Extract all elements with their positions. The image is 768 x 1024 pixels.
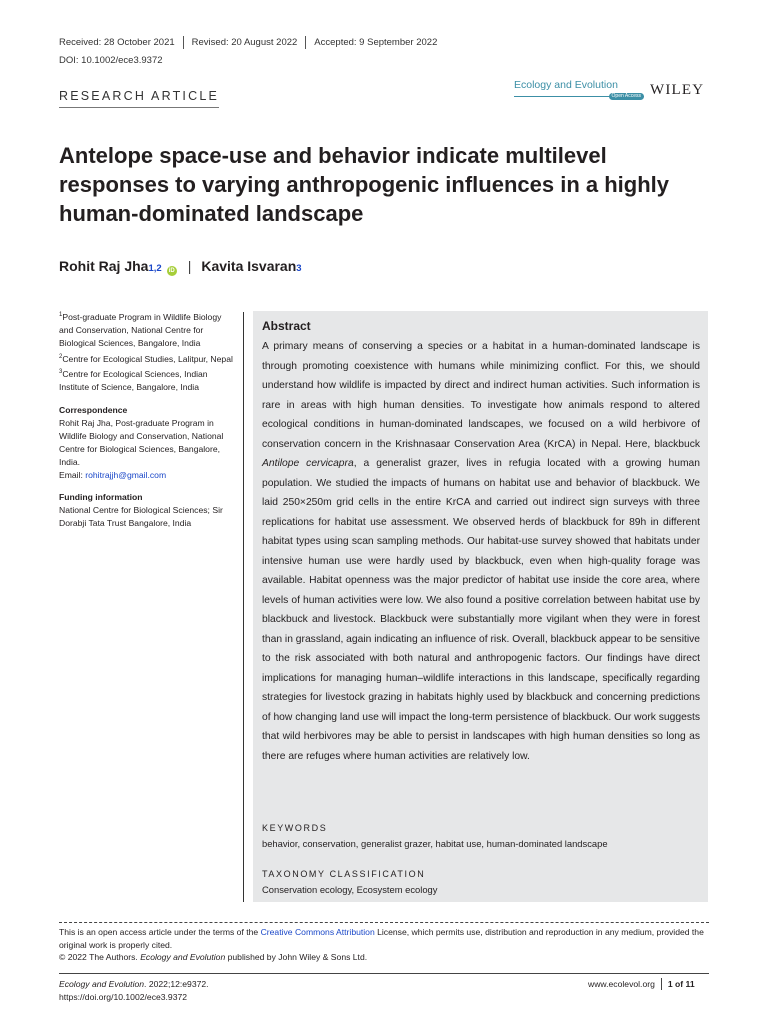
license-divider: [59, 922, 709, 923]
affiliation-item: [59, 309, 237, 350]
citation-details: . 2022;12:e9372.: [144, 979, 209, 989]
correspondence-email-line: [59, 469, 237, 482]
revised-date: Revised: 20 August 2022: [183, 36, 306, 49]
journal-logo[interactable]: [514, 79, 644, 103]
abstract-part-2: , a generalist grazer, lives in refugia located with a growing human population. We studied the impacts of humans on habitat use and behavior of blackbuck. We laid 250×250m grid cells in the entire KrCA and carried out indirect sign surveys with three replications for habitat use assessment. We observed herds of blackbuck for 89h in different habitat types using scan sampling methods. Our habitat-use survey showed that habitats under intensive human use were hardly used by blackbuck, even when high-quality forage was available. Habitat openness was the major predictor of habitat use inside the core area, where levels of human activities were low. We also found a positive correlation between habitat use by blackbuck and livestock. Blackbuck were substantially more vigilant when they were in forest than in grassland, again indicating an influence of risk. Overall, blackbuck appear to be sensitive to the risk associated with both natural and anthropogenic factors. Our findings have direct implications for managing human–wildlife interactions in this landscape, specifically regarding strategies for livestock grazing in habitats highly used by blackbuck and concerning predictions of how changing land use will impact the long-term persistence of blackbuck. Our work suggests that wild herbivores may be able to persist in landscapes with high human densities so long as there are refuges where human activities are relatively low.: [262, 458, 700, 762]
funding-text: National Centre for Biological Sciences; Sir Dorabji Tata Trust Bangalore, India: [59, 505, 223, 529]
license-notice: [59, 926, 709, 964]
article-title: Antelope space-use and behavior indicate multilevel responses to varying anthropogenic influences in a highly human-dominated landscape: [59, 143, 670, 226]
website-link[interactable]: www.ecolevol.org: [588, 979, 655, 989]
orcid-icon[interactable]: iD: [168, 268, 175, 274]
copyright-post: published by John Wiley & Sons Ltd.: [225, 952, 368, 963]
copyright-pre: © 2022 The Authors.: [59, 952, 141, 963]
author-name[interactable]: Rohit Raj Jha: [59, 258, 149, 274]
copyright-line: [59, 951, 709, 964]
author-name[interactable]: Kavita Isvaran: [201, 258, 297, 274]
page-number: 1 of 11: [667, 979, 695, 989]
license-line: [59, 926, 709, 951]
keywords-text: behavior, conservation, generalist grazer, habitat use, human-dominated landscape: [262, 838, 608, 849]
author-list: [59, 258, 302, 275]
affiliation-text: Post-graduate Program in Wildlife Biology and Conservation, National Centre for Biological Sciences, Bangalore, India: [59, 311, 222, 348]
citation-journal: Ecology and Evolution: [59, 979, 145, 989]
journal-name: Ecology and Evolution: [514, 79, 618, 91]
footer-separator: [661, 978, 662, 990]
footer-right: [588, 978, 695, 990]
email-label: Email:: [59, 469, 86, 480]
correspondence-text: Rohit Raj Jha, Post-graduate Program in Wildlife Biology and Conservation, National Centre for Biological Sciences, Bangalore, India.: [59, 417, 224, 467]
correspondence-heading: Correspondence: [59, 405, 128, 416]
publisher-logo[interactable]: WILEY: [650, 82, 705, 98]
license-post: License, which permits use, distribution and reproduction in any medium, provided the original work is properly cited.: [59, 927, 704, 950]
copyright-journal: Ecology and Evolution: [140, 952, 226, 963]
author-affiliation-ref[interactable]: 3: [296, 263, 302, 274]
license-link[interactable]: Creative Commons Attribution: [260, 927, 375, 937]
email-link[interactable]: rohitrajjh@gmail.com: [85, 469, 167, 480]
citation-line: [59, 978, 209, 991]
affiliation-text: Centre for Ecological Studies, Lalitpur, Nepal: [62, 353, 233, 364]
footer-doi-link[interactable]: https://doi.org/10.1002/ece3.9372: [59, 992, 188, 1002]
sidebar-divider: [243, 312, 244, 902]
affiliation-number: 2: [59, 353, 63, 360]
funding-heading: Funding information: [59, 492, 143, 503]
article-history: [59, 36, 445, 49]
article-doi: DOI: 10.1002/ece3.9372: [59, 55, 163, 66]
abstract-heading: Abstract: [262, 319, 311, 333]
affiliation-text: Centre for Ecological Sciences, Indian Institute of Science, Bangalore, India: [59, 369, 208, 393]
affiliation-item: [59, 366, 237, 394]
abstract-part-1: A primary means of conserving a species or a habitat in a human-dominated landscape is through promoting coexistence with humans while minimizing conflict. For this, we should understand how wildlife is impacted by direct and indirect human activities. Such information is rare in areas with high human densities. To investigate how animals respond to altered ecological conditions in human-dominated landscapes, we focused on a wild herbivore of conservation concern in the Krishnasaar Conservation Area (KrCA) in Nepal. Here, blackbuck: [262, 341, 700, 450]
received-date: Received: 28 October 2021: [59, 37, 175, 48]
open-access-badge: Open Access: [609, 93, 644, 100]
keywords-heading: KEYWORDS: [262, 823, 328, 833]
abstract-text: [262, 337, 700, 766]
species-name: Antilope cervicapra: [262, 458, 354, 469]
article-type-label: RESEARCH ARTICLE: [59, 89, 219, 108]
taxonomy-text: Conservation ecology, Ecosystem ecology: [262, 884, 438, 895]
affiliation-number: 1: [59, 312, 63, 318]
affiliation-number: 3: [59, 369, 63, 376]
license-pre: This is an open access article under the terms of the: [59, 927, 261, 937]
accepted-date: Accepted: 9 September 2022: [305, 36, 445, 49]
taxonomy-heading: TAXONOMY CLASSIFICATION: [262, 869, 426, 879]
footer-divider: [59, 973, 709, 974]
footer-citation: [59, 978, 209, 1004]
author-separator: |: [187, 258, 192, 274]
author-affiliation-ref[interactable]: 1,2: [148, 263, 162, 274]
affiliation-item: [59, 351, 237, 366]
sidebar-info: [59, 309, 237, 530]
